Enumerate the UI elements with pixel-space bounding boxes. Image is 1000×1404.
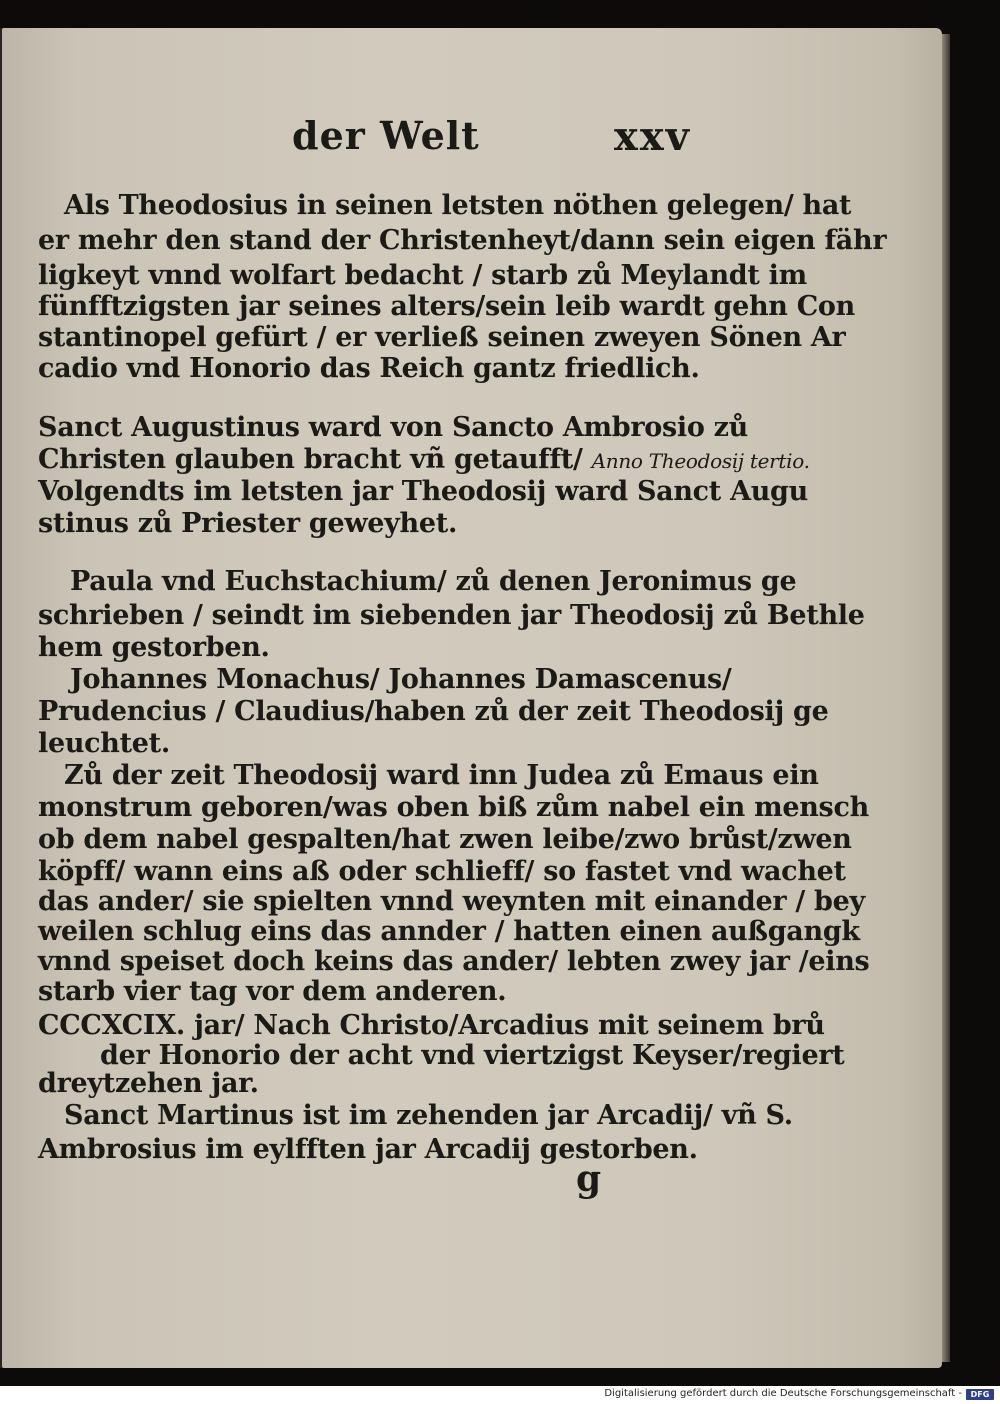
signature-mark: g [576, 1158, 602, 1200]
text-line: fünfftzigsten jar seines alters/sein leib wardt gehn Con [38, 291, 855, 322]
text-line: CCCXCIX. jar/ Nach Christo/Arcadius mit seinem brů [38, 1010, 825, 1041]
text-line: weilen schlug eins das annder / hatten einen außgangk [38, 916, 860, 947]
text-line: Paula vnd Euchstachium/ zů denen Jeronimus ge [70, 566, 797, 597]
page-edge [942, 34, 950, 1362]
running-header [2, 113, 942, 173]
text-line: er mehr den stand der Christenheyt/dann sein eigen fähr [38, 225, 887, 256]
text-line: der Honorio der acht vnd viertzigst Keyser/regiert [100, 1040, 845, 1071]
text-line: schrieben / seindt im siebenden jar Theodosij zů Bethle [38, 600, 865, 631]
text-line: ob dem nabel gespalten/hat zwen leibe/zwo brůst/zwen [38, 824, 852, 855]
text-line: monstrum geboren/was oben biß zům nabel ein mensch [38, 792, 869, 823]
paper-page [2, 28, 942, 1368]
text-line: stinus zů Priester geweyhet. [38, 508, 458, 539]
text-line: starb vier tag vor dem anderen. [38, 976, 507, 1007]
text-line-part: Christen glauben bracht vñ getaufft/ [38, 444, 583, 475]
text-line: Prudencius / Claudius/haben zů der zeit Theodosij ge [38, 696, 829, 727]
text-line: stantinopel gefürt / er verließ seinen zweyen Sönen Ar [38, 322, 846, 353]
dfg-logo: DFG [966, 1389, 994, 1400]
italic-note: Anno Theodosij tertio. [591, 449, 810, 473]
folio-number: xxv [614, 113, 691, 160]
text-line: köpff/ wann eins aß oder schlieff/ so fastet vnd wachet [38, 856, 846, 887]
text-line: hem gestorben. [38, 632, 270, 663]
text-line: Ambrosius im eylfften jar Arcadij gestorben. [38, 1134, 698, 1165]
text-line: Sanct Augustinus ward von Sancto Ambrosio zů [38, 412, 748, 443]
text-line: leuchtet. [38, 728, 170, 759]
text-line: ligkeyt vnnd wolfart bedacht / starb zů Meylandt im [38, 260, 807, 291]
text-line: Zů der zeit Theodosij ward inn Judea zů Emaus ein [64, 760, 819, 791]
text-line: vnnd speiset doch keins das ander/ lebten zwey jar /eins [38, 946, 870, 977]
text-line [38, 444, 810, 475]
text-line: Johannes Monachus/ Johannes Damascenus/ [70, 664, 732, 695]
footer-bar [0, 1386, 1000, 1404]
text-line: Sanct Martinus ist im zehenden jar Arcadij/ vñ S. [64, 1100, 793, 1131]
text-line: cadio vnd Honorio das Reich gantz friedlich. [38, 353, 700, 384]
funding-credit: Digitalisierung gefördert durch die Deutsche Forschungsgemeinschaft - [604, 1388, 962, 1399]
text-line: Volgendts im letsten jar Theodosij ward Sanct Augu [38, 476, 808, 507]
text-line: Als Theodosius in seinen letsten nöthen gelegen/ hat [64, 190, 852, 221]
header-title: der Welt [292, 113, 480, 158]
page-text [2, 28, 942, 1368]
text-line: das ander/ sie spielten vnnd weynten mit einander / bey [38, 886, 865, 917]
text-line: dreytzehen jar. [38, 1068, 259, 1099]
